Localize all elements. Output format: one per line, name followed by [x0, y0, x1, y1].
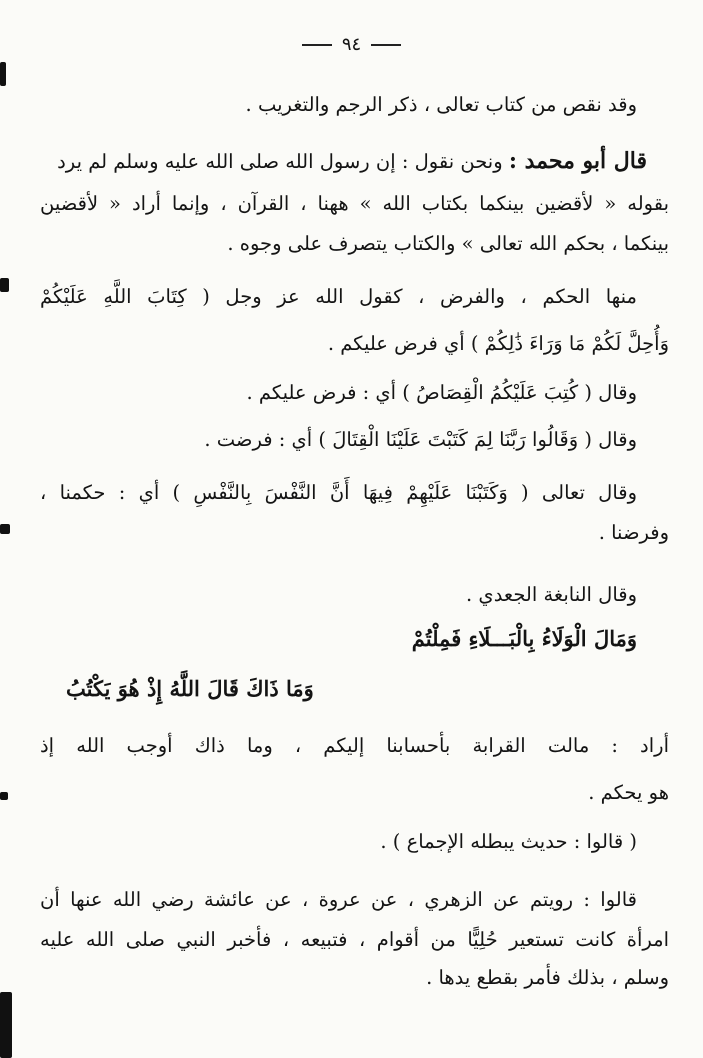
scan-edge-mark — [0, 278, 9, 292]
text-line — [40, 146, 647, 177]
verse-line: وَمَا ذَاكَ قَالَ اللَّهُ إِذْ هُوَ يَكْتُبُ — [66, 676, 314, 701]
scan-edge-mark — [0, 792, 8, 800]
text-line: بينكما ، بحكم الله تعالى » والكتاب يتصرف على وجوه . — [227, 232, 669, 255]
header-rule-right — [371, 44, 401, 46]
text-line: هو يحكم . — [588, 781, 669, 804]
scan-edge-mark — [0, 62, 6, 86]
text-line: وَأُحِلَّ لَكُمْ مَا وَرَاءَ ذَٰلِكُمْ ) أي فرض عليكم . — [327, 332, 669, 355]
text-line: وقال ( وَقَالُوا رَبَّنَا لِمَ كَتَبْتَ عَلَيْنَا الْقِتَالَ ) أي : فرضت . — [204, 428, 637, 451]
text-line: قالوا : رويتم عن الزهري ، عن عروة ، عن عائشة رضي الله عنها أن — [40, 888, 637, 911]
text-line: بقوله « لأقضين بينكما بكتاب الله » ههنا ، القرآن ، وإنما أراد « لأقضين — [40, 192, 669, 215]
text-span: ونحن نقول : إن رسول الله صلى الله عليه وسلم لم يرد — [57, 150, 503, 173]
scan-edge-mark — [0, 992, 12, 1058]
text-line: وسلم ، بذلك فأمر بقطع يدها . — [426, 966, 669, 989]
text-line: وقال النابغة الجعدي . — [466, 583, 637, 606]
verse-line: وَمَالَ الْوَلَاءُ بِالْبَـــلَاءِ فَمِلْتُمْ — [411, 626, 637, 651]
scan-edge-mark — [0, 524, 10, 534]
speaker-label: قال أبو محمد : — [508, 148, 647, 174]
text-line: وقال تعالى ( وَكَتَبْنَا عَلَيْهِمْ فِيهَا أَنَّ النَّفْسَ بِالنَّفْسِ ) أي : حكمنا ، — [40, 481, 637, 504]
page-header — [0, 34, 703, 55]
section-heading: ( قالوا : حديث يبطله الإجماع ) . — [380, 830, 637, 853]
text-line: وقال ( كُتِبَ عَلَيْكُمُ الْقِصَاصُ ) أي : فرض عليكم . — [246, 381, 637, 404]
text-line: وقد نقص من كتاب تعالى ، ذكر الرجم والتغريب . — [245, 93, 637, 116]
text-line: وفرضنا . — [598, 521, 669, 544]
header-rule-left — [302, 44, 332, 46]
text-line: أراد : مالت القرابة بأحسابنا إليكم ، وما ذاك أوجب الله إذ — [40, 734, 669, 757]
text-line: منها الحكم ، والفرض ، كقول الله عز وجل ( كِتَابَ اللَّهِ عَلَيْكُمْ — [40, 285, 637, 308]
text-line: امرأة كانت تستعير حُلِيًّا من أقوام ، فتبيعه ، فأخبر النبي صلى الله عليه — [40, 928, 669, 951]
page-number: ٩٤ — [341, 34, 362, 55]
